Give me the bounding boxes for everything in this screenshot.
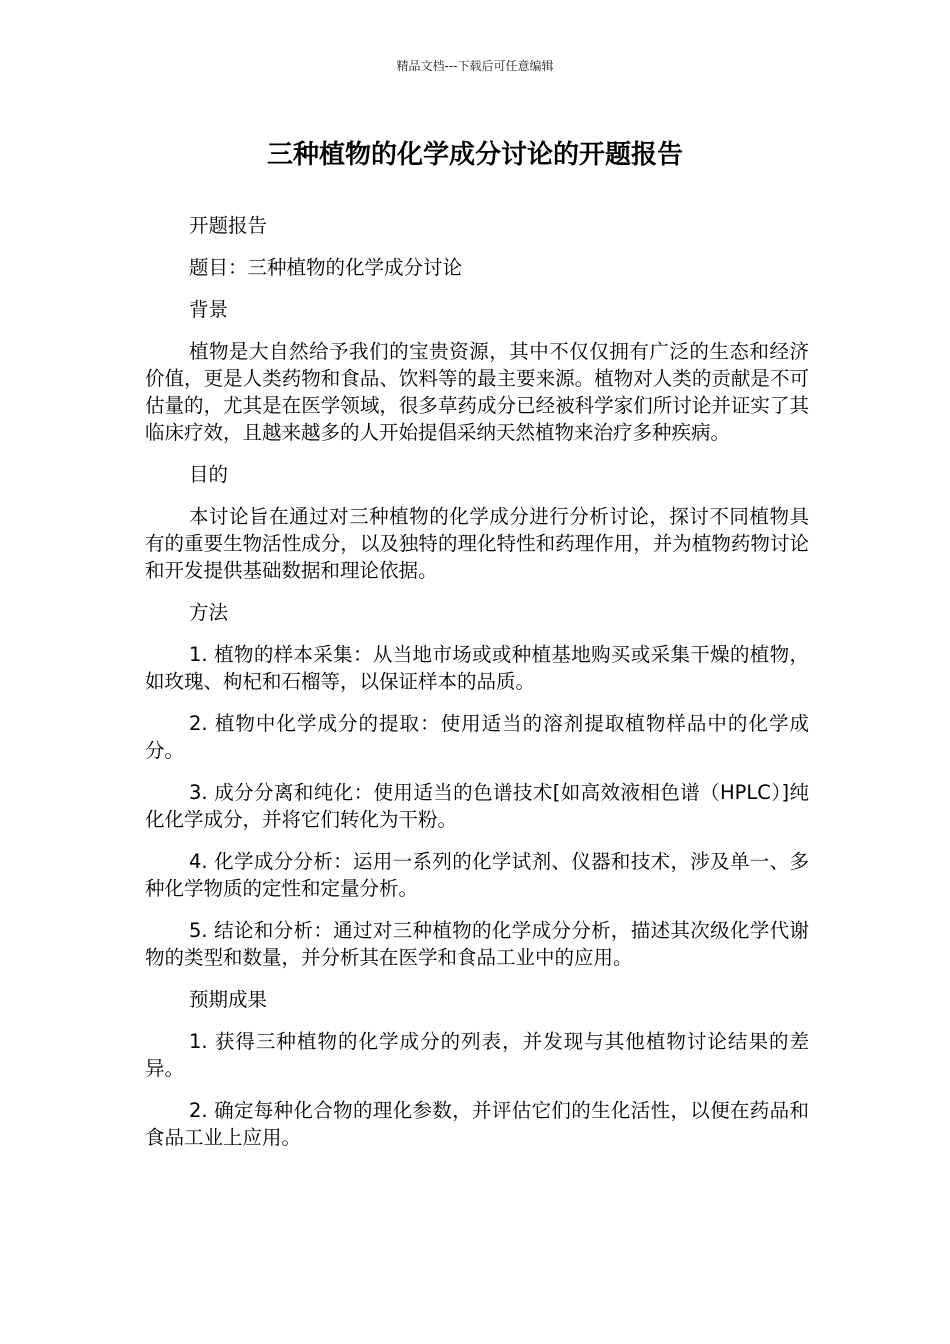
section-heading-purpose: 目的 [189, 463, 229, 486]
result-item-1: 1. 获得三种植物的化学成分的列表，并发现与其他植物讨论结果的差异。 [145, 1030, 809, 1080]
topic-line: 题目：三种植物的化学成分讨论 [189, 256, 463, 279]
purpose-paragraph: 本讨论旨在通过对三种植物的化学成分进行分析讨论，探讨不同植物具有的重要生物活性成分，以及独特的理化特性和药理作用，并为植物药物讨论和开发提供基础数据和理论依据。 [145, 505, 809, 582]
section-heading-background: 背景 [189, 298, 229, 321]
method-item-1: 1. 植物的样本采集：从当地市场或或种植基地购买或采集干燥的植物，如玫瑰、枸杞和石榴等，以保证样本的品质。 [145, 643, 809, 693]
section-heading-method: 方法 [189, 601, 229, 624]
header-note: 精品文档---下载后可任意编辑 [396, 59, 554, 73]
section-heading-expected-results: 预期成果 [189, 988, 268, 1011]
document-body [145, 212, 809, 1166]
section-label-proposal: 开题报告 [189, 214, 268, 237]
result-item-2: 2. 确定每种化合物的理化参数，并评估它们的生化活性，以便在药品和食品工业上应用。 [145, 1099, 809, 1149]
method-item-3: 3. 成分分离和纯化：使用适当的色谱技术[如高效液相色谱（HPLC）]纯化化学成分，并将它们转化为干粉。 [145, 781, 809, 831]
background-paragraph: 植物是大自然给予我们的宝贵资源，其中不仅仅拥有广泛的生态和经济价值，更是人类药物和食品、饮料等的最主要来源。植物对人类的贡献是不可估量的，尤其是在医学领域，很多草药成分已经被科学家们所讨论并证实了其临床疗效，且越来越多的人开始提倡采纳天然植物来治疗多种疾病。 [145, 340, 809, 444]
method-item-2: 2. 植物中化学成分的提取：使用适当的溶剂提取植物样品中的化学成分。 [145, 712, 809, 762]
method-item-4: 4. 化学成分分析：运用一系列的化学试剂、仪器和技术，涉及单一、多种化学物质的定性和定量分析。 [145, 850, 809, 900]
document-title: 三种植物的化学成分讨论的开题报告 [266, 140, 683, 170]
method-item-5: 5. 结论和分析：通过对三种植物的化学成分分析，描述其次级化学代谢物的类型和数量，并分析其在医学和食品工业中的应用。 [145, 919, 809, 969]
